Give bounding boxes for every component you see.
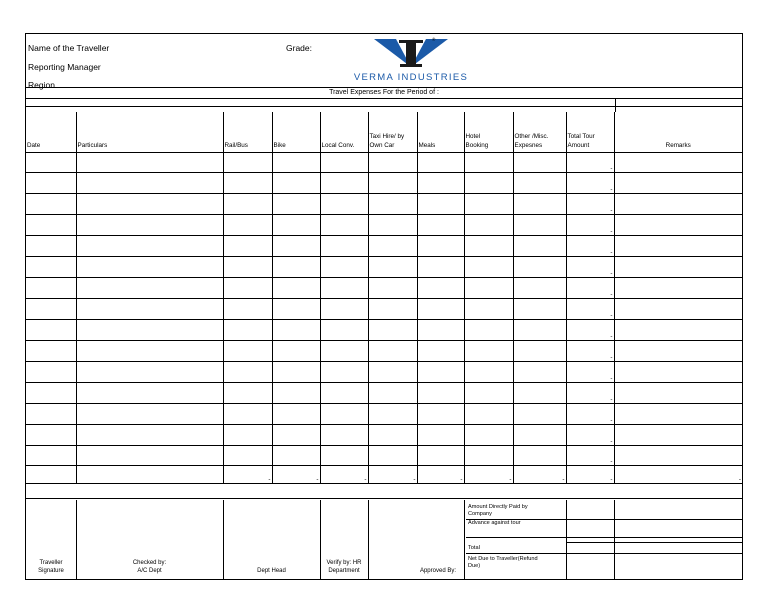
period-label: Travel Expenses For the Period of : <box>329 89 439 96</box>
table-cell[interactable] <box>223 424 272 445</box>
expense-table <box>26 112 742 499</box>
column-header: Rail/Bus <box>223 112 272 152</box>
table-cell[interactable]: - <box>566 214 614 235</box>
company-logo <box>326 37 496 85</box>
table-cell[interactable] <box>320 340 368 361</box>
table-cell[interactable]: - <box>566 172 614 193</box>
table-cell[interactable] <box>417 235 464 256</box>
table-cell[interactable] <box>464 445 513 465</box>
table-cell[interactable] <box>26 277 76 298</box>
table-cell[interactable] <box>272 319 320 340</box>
table-cell[interactable] <box>368 298 417 319</box>
table-cell[interactable] <box>272 340 320 361</box>
reporting-manager-label: Reporting Manager <box>28 62 101 72</box>
table-cell[interactable] <box>464 235 513 256</box>
table-cell[interactable] <box>223 277 272 298</box>
table-cell[interactable] <box>320 214 368 235</box>
traveller-signature-label: Traveller Signature <box>38 560 64 574</box>
table-cell[interactable] <box>368 319 417 340</box>
table-cell[interactable] <box>513 193 566 214</box>
table-row <box>26 298 742 319</box>
table-cell[interactable] <box>464 172 513 193</box>
table-cell[interactable] <box>614 298 742 319</box>
table-cell[interactable] <box>26 298 76 319</box>
table-cell[interactable]: - <box>566 445 614 465</box>
table-cell[interactable] <box>513 340 566 361</box>
table-cell[interactable] <box>320 277 368 298</box>
table-cell[interactable] <box>320 403 368 424</box>
table-row <box>26 256 742 277</box>
table-cell[interactable] <box>614 361 742 382</box>
table-cell[interactable] <box>272 152 320 172</box>
table-row <box>26 193 742 214</box>
table-cell[interactable] <box>272 445 320 465</box>
table-row <box>26 424 742 445</box>
separator-row <box>26 483 742 498</box>
table-cell[interactable] <box>464 214 513 235</box>
total-label: Total <box>468 545 480 551</box>
table-cell[interactable] <box>26 445 76 465</box>
table-cell[interactable] <box>368 382 417 403</box>
table-cell[interactable] <box>223 445 272 465</box>
approved-by-label: Approved By: <box>419 568 456 574</box>
total-cell: - <box>417 465 464 483</box>
table-cell[interactable] <box>76 277 223 298</box>
table-cell[interactable] <box>417 319 464 340</box>
table-cell[interactable] <box>417 214 464 235</box>
table-cell[interactable] <box>320 172 368 193</box>
table-cell[interactable] <box>76 172 223 193</box>
table-cell[interactable] <box>368 152 417 172</box>
divider <box>26 98 742 99</box>
table-cell[interactable] <box>614 403 742 424</box>
table-cell[interactable] <box>76 152 223 172</box>
table-cell[interactable] <box>513 319 566 340</box>
table-cell[interactable] <box>513 235 566 256</box>
table-cell[interactable] <box>464 403 513 424</box>
table-cell[interactable] <box>614 152 742 172</box>
table-cell[interactable] <box>417 403 464 424</box>
table-cell[interactable] <box>26 256 76 277</box>
table-cell[interactable] <box>614 445 742 465</box>
table-cell[interactable] <box>76 256 223 277</box>
table-cell[interactable] <box>417 340 464 361</box>
table-cell[interactable] <box>320 424 368 445</box>
table-cell[interactable] <box>272 361 320 382</box>
table-cell[interactable] <box>513 256 566 277</box>
table-row <box>26 361 742 382</box>
table-cell[interactable] <box>272 298 320 319</box>
table-cell[interactable] <box>76 382 223 403</box>
table-cell[interactable] <box>76 193 223 214</box>
table-cell[interactable] <box>320 445 368 465</box>
table-row <box>26 319 742 340</box>
table-cell[interactable] <box>320 193 368 214</box>
table-cell[interactable] <box>417 424 464 445</box>
table-cell[interactable] <box>417 445 464 465</box>
total-cell: - <box>513 465 566 483</box>
table-cell[interactable] <box>223 214 272 235</box>
table-cell[interactable] <box>513 361 566 382</box>
total-cell: - <box>566 465 614 483</box>
table-cell[interactable] <box>464 361 513 382</box>
table-cell[interactable] <box>368 424 417 445</box>
table-cell[interactable] <box>417 193 464 214</box>
verify-by-label: Verify by: HR Department <box>326 560 362 574</box>
table-cell[interactable] <box>513 172 566 193</box>
table-cell[interactable] <box>272 256 320 277</box>
table-cell[interactable] <box>464 424 513 445</box>
total-cell: - <box>614 465 742 483</box>
totals-row <box>26 465 742 483</box>
table-cell[interactable] <box>272 382 320 403</box>
total-cell: - <box>272 465 320 483</box>
table-cell[interactable] <box>26 152 76 172</box>
total-cell: - <box>464 465 513 483</box>
table-cell[interactable] <box>223 152 272 172</box>
table-cell[interactable] <box>614 340 742 361</box>
total-cell: - <box>320 465 368 483</box>
table-cell[interactable] <box>76 403 223 424</box>
table-cell[interactable] <box>614 382 742 403</box>
table-cell[interactable] <box>464 193 513 214</box>
table-cell[interactable] <box>320 382 368 403</box>
table-cell[interactable] <box>320 235 368 256</box>
table-cell[interactable] <box>76 319 223 340</box>
table-cell[interactable] <box>272 403 320 424</box>
table-cell[interactable] <box>26 214 76 235</box>
table-cell[interactable] <box>513 298 566 319</box>
table-row <box>26 340 742 361</box>
column-header: Hotel Booking <box>464 112 513 152</box>
registered-mark: ® <box>432 37 436 42</box>
table-cell[interactable] <box>320 361 368 382</box>
table-row <box>26 152 742 172</box>
verma-logo-icon <box>326 37 496 73</box>
table-cell[interactable] <box>76 424 223 445</box>
table-cell[interactable] <box>272 424 320 445</box>
table-cell[interactable]: - <box>566 277 614 298</box>
table-cell[interactable] <box>614 214 742 235</box>
column-header: Particulars <box>76 112 223 152</box>
table-cell[interactable] <box>223 361 272 382</box>
divider <box>615 98 616 112</box>
table-cell[interactable] <box>368 403 417 424</box>
table-cell[interactable] <box>614 424 742 445</box>
column-header: Total Tour Amount <box>566 112 614 152</box>
table-cell[interactable] <box>272 235 320 256</box>
table-cell[interactable] <box>26 403 76 424</box>
region-label: Region <box>28 80 55 90</box>
table-row <box>26 214 742 235</box>
table-cell[interactable] <box>76 235 223 256</box>
table-cell[interactable] <box>417 361 464 382</box>
table-cell[interactable] <box>223 298 272 319</box>
table-cell[interactable] <box>320 256 368 277</box>
table-cell[interactable] <box>513 403 566 424</box>
table-cell[interactable] <box>26 172 76 193</box>
table-cell[interactable] <box>320 319 368 340</box>
separator-cell <box>26 483 742 498</box>
table-cell[interactable]: - <box>566 361 614 382</box>
grade-label: Grade: <box>286 43 312 53</box>
table-cell[interactable]: - <box>566 235 614 256</box>
table-cell[interactable]: - <box>566 152 614 172</box>
table-cell[interactable] <box>272 277 320 298</box>
advance-label: Advance against tour <box>468 520 521 526</box>
table-cell[interactable] <box>223 235 272 256</box>
table-cell[interactable] <box>76 361 223 382</box>
table-row <box>26 382 742 403</box>
table-row <box>26 235 742 256</box>
table-cell[interactable] <box>26 382 76 403</box>
column-header: Taxi Hire/ by Own Car <box>368 112 417 152</box>
table-cell[interactable] <box>223 319 272 340</box>
table-cell[interactable] <box>368 235 417 256</box>
table-cell[interactable] <box>223 382 272 403</box>
table-cell[interactable] <box>76 298 223 319</box>
table-cell[interactable] <box>513 214 566 235</box>
table-cell[interactable] <box>368 214 417 235</box>
table-cell[interactable] <box>464 340 513 361</box>
table-cell[interactable]: - <box>566 319 614 340</box>
table-row <box>26 277 742 298</box>
signature-section <box>26 500 742 580</box>
table-header-row <box>26 112 742 152</box>
table-cell[interactable] <box>223 193 272 214</box>
table-cell[interactable]: - <box>566 193 614 214</box>
column-header: Meals <box>417 112 464 152</box>
table-cell[interactable] <box>614 277 742 298</box>
table-cell[interactable] <box>320 152 368 172</box>
column-header: Remarks <box>614 112 742 152</box>
table-row <box>26 403 742 424</box>
table-cell[interactable] <box>417 298 464 319</box>
table-cell[interactable]: - <box>566 424 614 445</box>
table-cell[interactable] <box>368 256 417 277</box>
table-cell[interactable] <box>76 214 223 235</box>
table-cell[interactable] <box>223 256 272 277</box>
table-cell[interactable] <box>417 256 464 277</box>
table-cell[interactable] <box>223 403 272 424</box>
total-cell <box>76 465 223 483</box>
table-cell[interactable] <box>76 340 223 361</box>
table-cell[interactable] <box>26 340 76 361</box>
table-cell[interactable] <box>464 256 513 277</box>
table-cell[interactable] <box>320 298 368 319</box>
table-cell[interactable] <box>26 424 76 445</box>
table-row <box>26 172 742 193</box>
logo-text: VERMA INDUSTRIES <box>353 72 469 83</box>
table-cell[interactable] <box>272 214 320 235</box>
column-header: Local Conv. <box>320 112 368 152</box>
table-cell[interactable] <box>513 382 566 403</box>
column-header: Date <box>26 112 76 152</box>
table-cell[interactable] <box>614 172 742 193</box>
table-cell[interactable] <box>223 172 272 193</box>
total-cell: - <box>223 465 272 483</box>
table-cell[interactable] <box>417 382 464 403</box>
table-cell[interactable] <box>417 172 464 193</box>
paid-by-company-label: Amount Directly Paid by Company <box>468 504 528 517</box>
total-cell: - <box>368 465 417 483</box>
table-cell[interactable]: - <box>566 340 614 361</box>
table-cell[interactable] <box>614 319 742 340</box>
table-cell[interactable] <box>368 445 417 465</box>
table-cell[interactable] <box>26 361 76 382</box>
table-cell[interactable] <box>614 193 742 214</box>
traveller-name-label: Name of the Traveller <box>28 43 110 53</box>
table-cell[interactable]: - <box>566 298 614 319</box>
table-cell[interactable] <box>614 235 742 256</box>
table-cell[interactable] <box>513 424 566 445</box>
table-cell[interactable] <box>513 445 566 465</box>
table-cell[interactable] <box>464 319 513 340</box>
table-cell[interactable] <box>223 340 272 361</box>
table-cell[interactable]: - <box>566 403 614 424</box>
table-cell[interactable] <box>614 256 742 277</box>
table-cell[interactable] <box>417 277 464 298</box>
divider <box>26 106 742 107</box>
checked-by-label: Checked by: A/C Dept <box>132 560 167 574</box>
net-due-label: Net Due to Traveller(Refund Due) <box>468 556 538 569</box>
dept-head-label: Dept Head <box>257 568 286 574</box>
table-cell[interactable] <box>272 193 320 214</box>
table-row <box>26 445 742 465</box>
table-cell[interactable] <box>272 172 320 193</box>
table-cell[interactable] <box>26 193 76 214</box>
table-cell[interactable] <box>76 445 223 465</box>
total-cell <box>26 465 76 483</box>
column-header: Bike <box>272 112 320 152</box>
table-cell[interactable] <box>26 235 76 256</box>
table-cell[interactable] <box>513 152 566 172</box>
table-cell[interactable] <box>464 152 513 172</box>
table-cell[interactable] <box>368 172 417 193</box>
table-cell[interactable] <box>464 298 513 319</box>
table-cell[interactable]: - <box>566 256 614 277</box>
table-cell[interactable] <box>464 382 513 403</box>
table-cell[interactable] <box>368 340 417 361</box>
expense-sheet <box>25 33 743 580</box>
column-header: Other /Misc. Expesnes <box>513 112 566 152</box>
table-cell[interactable]: - <box>566 382 614 403</box>
table-cell[interactable] <box>368 277 417 298</box>
table-cell[interactable] <box>368 193 417 214</box>
table-cell[interactable] <box>368 361 417 382</box>
table-cell[interactable] <box>417 152 464 172</box>
table-cell[interactable] <box>464 277 513 298</box>
table-cell[interactable] <box>26 319 76 340</box>
table-cell[interactable] <box>513 277 566 298</box>
